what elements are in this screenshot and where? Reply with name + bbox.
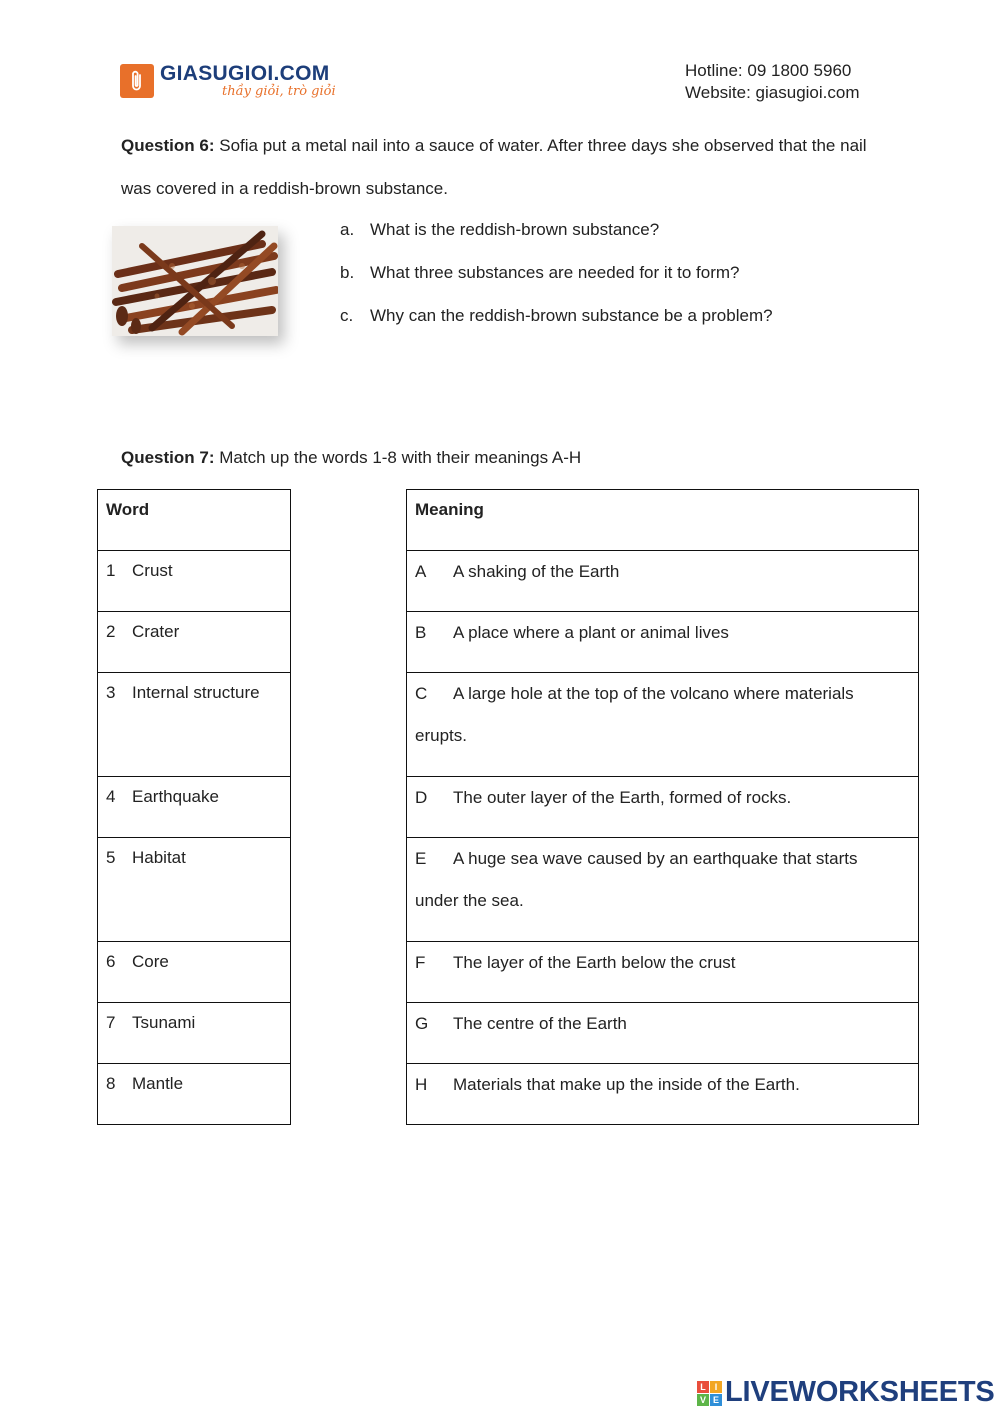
word-cell	[98, 838, 291, 942]
word-text: Tsunami	[132, 1013, 196, 1032]
question-6-subquestions	[340, 208, 773, 337]
question-6-text: Sofia put a metal nail into a sauce of water. After three days she observed that the nail was covered in a reddish-brown substance.	[121, 136, 867, 198]
meaning-header: Meaning	[407, 490, 919, 551]
meaning-text-continued: under the sea.	[415, 891, 524, 910]
meaning-cell	[407, 1003, 919, 1064]
meaning-cell	[407, 838, 919, 942]
word-number: 5	[106, 848, 116, 867]
subquestion-letter: a.	[340, 220, 355, 239]
meaning-letter: B	[415, 623, 427, 642]
subquestion-letter: c.	[340, 306, 354, 325]
word-table	[97, 489, 291, 1125]
word-number: 3	[106, 683, 116, 702]
word-cell	[98, 612, 291, 673]
website-text: Website: giasugioi.com	[685, 83, 860, 102]
question-7-label: Question 7:	[121, 448, 215, 467]
meaning-letter: A	[415, 562, 427, 581]
subquestion-a	[340, 208, 773, 251]
word-number: 1	[106, 561, 116, 580]
word-cell	[98, 777, 291, 838]
word-number: 6	[106, 952, 116, 971]
word-cell	[98, 1003, 291, 1064]
word-text: Crust	[132, 561, 173, 580]
meaning-text: A huge sea wave caused by an earthquake that starts	[453, 849, 858, 868]
meaning-letter: H	[415, 1075, 428, 1094]
word-header: Word	[98, 490, 291, 551]
word-number: 4	[106, 787, 116, 806]
meaning-letter: E	[415, 849, 427, 868]
meaning-letter: G	[415, 1014, 429, 1033]
liveworksheets-blocks-icon	[697, 1381, 723, 1407]
meaning-text: A place where a plant or animal lives	[453, 623, 729, 642]
word-number: 2	[106, 622, 116, 641]
block-letter: I	[710, 1381, 722, 1393]
word-number: 8	[106, 1074, 116, 1093]
meaning-cell	[407, 612, 919, 673]
block-letter: V	[697, 1394, 709, 1406]
meaning-table	[406, 489, 919, 1125]
meaning-text: A large hole at the top of the volcano where materials	[453, 684, 854, 703]
meaning-text: The outer layer of the Earth, formed of rocks.	[453, 788, 792, 807]
block-letter: E	[710, 1394, 722, 1406]
word-number: 7	[106, 1013, 116, 1032]
meaning-text: The layer of the Earth below the crust	[453, 953, 736, 972]
meaning-text: Materials that make up the inside of the Earth.	[453, 1075, 800, 1094]
question-7	[121, 448, 581, 468]
word-text: Mantle	[132, 1074, 184, 1093]
meaning-letter: C	[415, 684, 428, 703]
word-cell	[98, 1064, 291, 1125]
meaning-text: A shaking of the Earth	[453, 562, 620, 581]
contact-info	[685, 60, 860, 104]
logo-slogan: thầy giỏi, trò giỏi	[222, 84, 336, 99]
meaning-cell	[407, 673, 919, 777]
liveworksheets-brand: LIVEWORKSHEETS	[725, 1376, 995, 1408]
site-logo	[120, 62, 350, 104]
subquestion-letter: b.	[340, 263, 355, 282]
hotline-text: Hotline: 09 1800 5960	[685, 61, 852, 80]
meaning-text-continued: erupts.	[415, 726, 467, 745]
word-text: Earthquake	[132, 787, 219, 806]
word-text: Core	[132, 952, 169, 971]
question-6-label: Question 6:	[121, 136, 215, 155]
word-text: Habitat	[132, 848, 186, 867]
subquestion-text: Why can the reddish-brown substance be a problem?	[370, 306, 773, 325]
question-7-text: Match up the words 1-8 with their meanings A-H	[214, 448, 582, 467]
word-text: Internal structure	[132, 683, 260, 702]
meaning-letter: D	[415, 788, 428, 807]
meaning-cell	[407, 551, 919, 612]
subquestion-text: What three substances are needed for it to form?	[370, 263, 740, 282]
logo-name: GIASUGIOI.COM	[160, 62, 330, 85]
word-cell	[98, 942, 291, 1003]
meaning-cell	[407, 777, 919, 838]
subquestion-c	[340, 294, 773, 337]
subquestion-text: What is the reddish-brown substance?	[370, 220, 660, 239]
word-cell	[98, 551, 291, 612]
word-text: Crater	[132, 622, 180, 641]
meaning-cell	[407, 942, 919, 1003]
rusty-nails-image	[112, 226, 278, 336]
paperclip-icon	[120, 64, 154, 98]
word-cell	[98, 673, 291, 777]
meaning-cell	[407, 1064, 919, 1125]
block-letter: L	[697, 1381, 709, 1393]
subquestion-b	[340, 251, 773, 294]
meaning-text: The centre of the Earth	[453, 1014, 627, 1033]
question-6	[121, 124, 901, 210]
meaning-letter: F	[415, 953, 426, 972]
